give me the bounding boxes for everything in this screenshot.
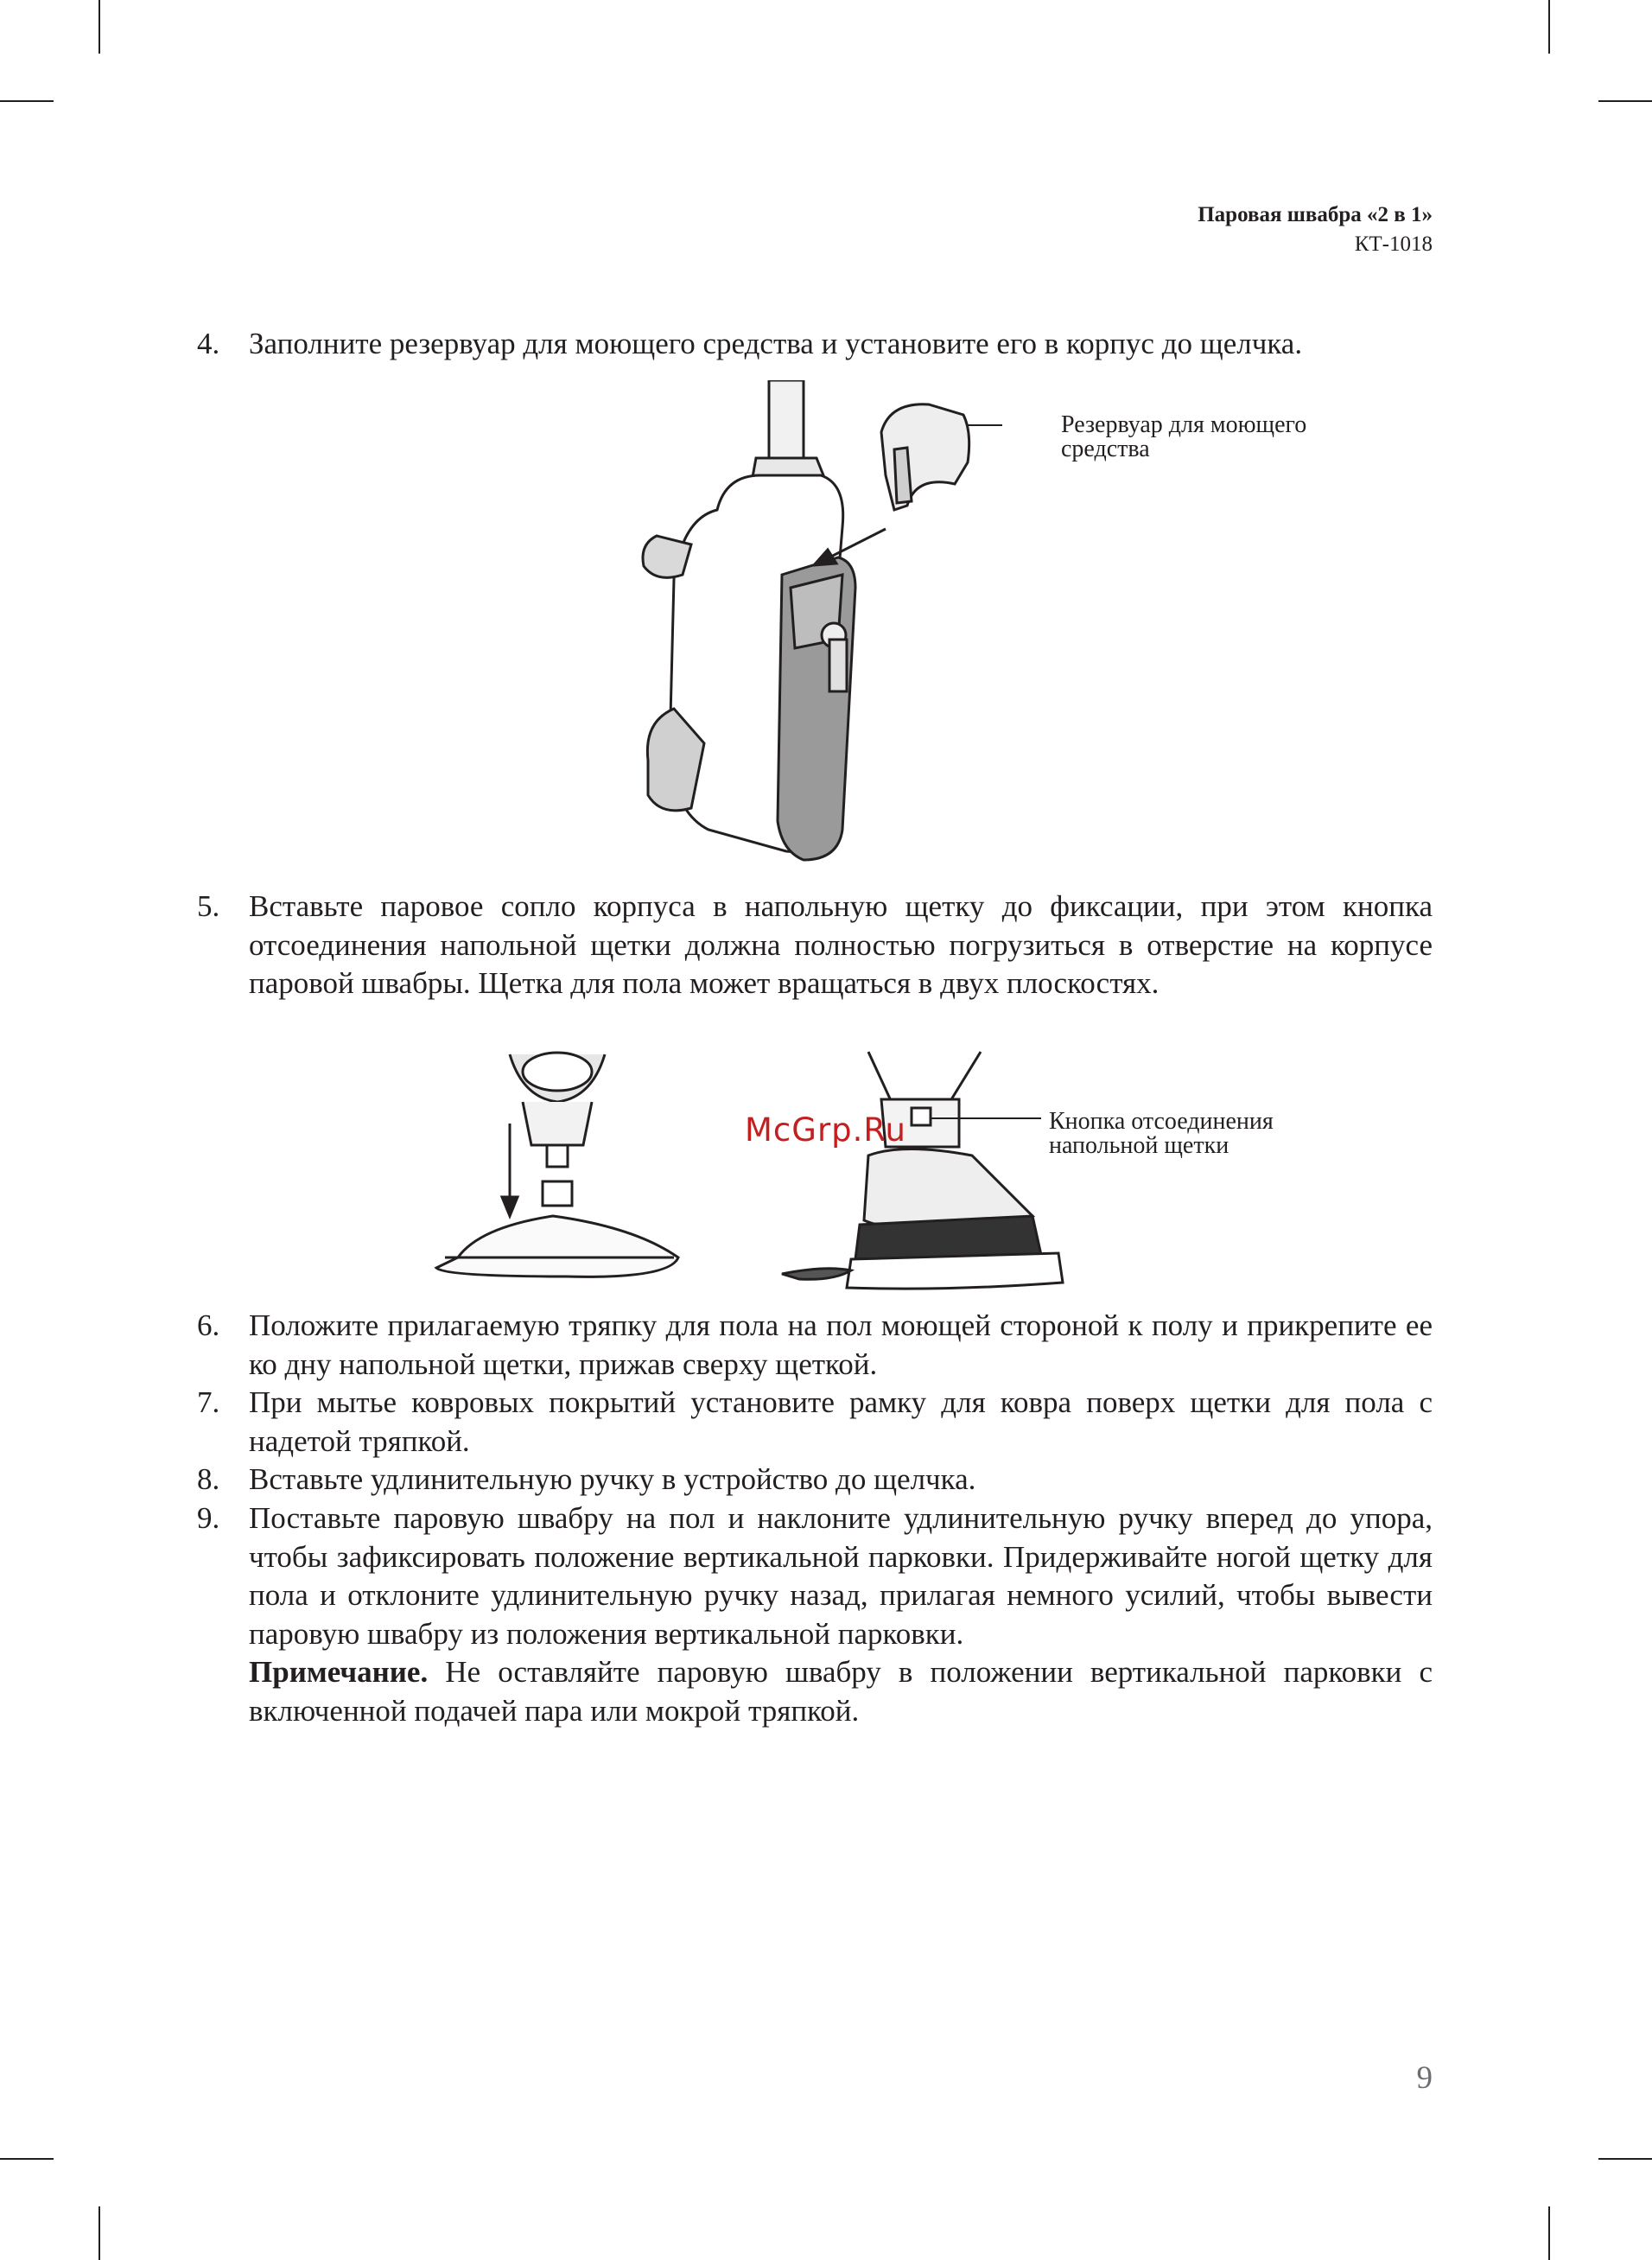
crop-mark — [1598, 2158, 1652, 2160]
crop-mark — [1598, 100, 1652, 102]
step-text: Положите прилагаемую тряпку для пола на пол моющей стороной к полу и прикрепите ее ко дну напольной щетки, прижав сверху щеткой. — [249, 1308, 1433, 1381]
step-number: 7. — [197, 1385, 220, 1419]
caption-line: Кнопка отсоединения — [1049, 1108, 1274, 1135]
step-text: Заполните резервуар для моющего средства и установите его в корпус до щелчка. — [249, 327, 1303, 360]
step-number: 4. — [197, 327, 220, 360]
figure-nozzle-insert — [428, 1050, 687, 1288]
step-9 — [197, 1499, 1433, 1730]
crop-mark — [1548, 0, 1550, 54]
note-label: Примечание. — [249, 1655, 429, 1689]
header-model: КТ-1018 — [1354, 232, 1433, 256]
step-6 — [197, 1307, 1433, 1384]
step-number: 9. — [197, 1501, 220, 1535]
crop-mark — [98, 0, 100, 54]
crop-mark — [0, 2158, 54, 2160]
figure-2-caption — [1049, 1110, 1274, 1158]
caption-line: Резервуар для моющего — [1061, 411, 1307, 438]
note-text: Не оставляйте паровую швабру в положении вертикальной парковки с включенной подачей пара или мокрой тряпкой. — [249, 1655, 1433, 1728]
figure-release-button — [773, 1047, 1136, 1298]
crop-mark — [1548, 2206, 1550, 2260]
step-text: Вставьте удлинительную ручку в устройство до щелчка. — [249, 1462, 976, 1496]
step-text: При мытье ковровых покрытий установите рамку для ковра поверх щетки для пола с надетой тряпкой. — [249, 1385, 1433, 1458]
header-title: Паровая швабра «2 в 1» — [1198, 203, 1433, 226]
step-text: Поставьте паровую швабру на пол и наклоните удлинительную ручку вперед до упора, чтобы зафиксировать положение вертикальной парковки. Придерживайте ногой щетку для пола и отклоните удлинительную ручку назад, прилагая немного усилий, чтобы вывести паровую швабру из положения вертикальной парковки. — [249, 1501, 1433, 1651]
step-number: 8. — [197, 1462, 220, 1496]
step-text: Вставьте паровое сопло корпуса в напольную щетку до фиксации, при этом кнопка отсоединения напольной щетки должна полностью погрузиться в отверстие на корпусе паровой швабры. Щетка для пола может вращаться в двух плоскостях. — [249, 889, 1433, 1000]
crop-mark — [0, 100, 54, 102]
page-number: 9 — [1416, 2060, 1433, 2096]
caption-line: напольной щетки — [1049, 1132, 1229, 1159]
step-4 — [197, 325, 1433, 364]
step-number: 6. — [197, 1308, 220, 1342]
watermark: McGrp.Ru — [745, 1111, 906, 1149]
figure-1-caption — [1061, 413, 1306, 462]
step-7 — [197, 1384, 1433, 1461]
crop-mark — [98, 2206, 100, 2260]
note — [249, 1653, 1433, 1730]
caption-line: средства — [1061, 436, 1150, 462]
running-header — [1198, 201, 1433, 259]
step-number: 5. — [197, 889, 220, 923]
step-5 — [197, 888, 1433, 1003]
step-8 — [197, 1461, 1433, 1499]
figure-detergent-tank — [622, 380, 1002, 864]
